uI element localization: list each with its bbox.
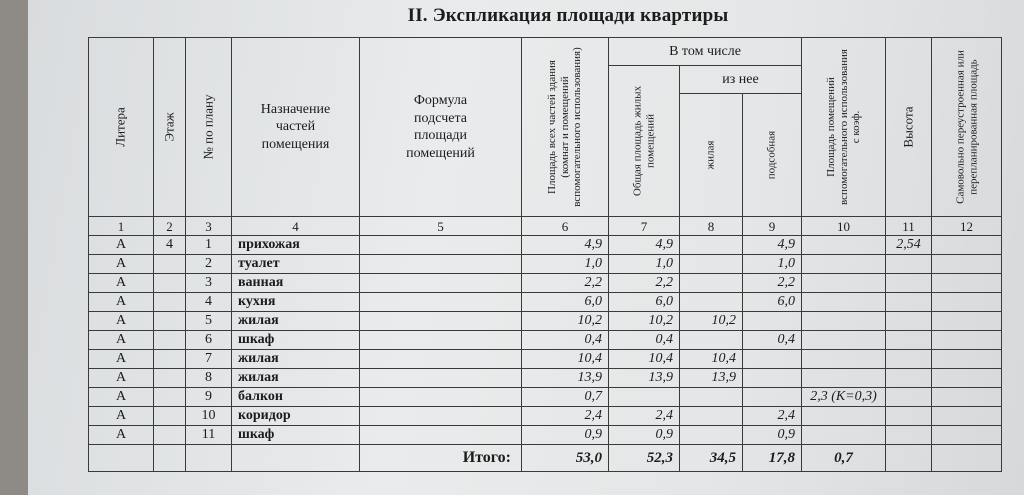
cell-litera: А: [89, 331, 154, 350]
cell-total-area: 1,0: [522, 255, 609, 274]
cell-plan-number: 1: [186, 236, 232, 255]
cell-room-name: жилая: [232, 350, 360, 369]
cell-living-total: 2,4: [609, 407, 680, 426]
cell-total-area: 4,9: [522, 236, 609, 255]
cell-litera: А: [89, 350, 154, 369]
cell-room-name: шкаф: [232, 426, 360, 445]
cell-redevelopment: [932, 426, 1002, 445]
cell-litera: А: [89, 369, 154, 388]
header-sub-of-it: из нее: [680, 66, 802, 94]
cell-litera: А: [89, 426, 154, 445]
header-floor: Этаж: [154, 38, 186, 217]
cell-living: [680, 388, 743, 407]
cell-floor: [154, 388, 186, 407]
cell-total-area: 0,7: [522, 388, 609, 407]
cell-height: [886, 426, 932, 445]
cell-height: [886, 312, 932, 331]
cell-floor: [154, 312, 186, 331]
totals-living: 34,5: [680, 445, 743, 472]
cell-living: [680, 407, 743, 426]
cell-formula: [360, 388, 522, 407]
cell-living-total: 0,4: [609, 331, 680, 350]
cell-coef-area: [802, 350, 886, 369]
cell-floor: [154, 293, 186, 312]
table-row: [89, 293, 1002, 312]
header-living: жилая: [680, 94, 743, 217]
table-row: [89, 312, 1002, 331]
cell-plan-number: 9: [186, 388, 232, 407]
cell-coef-area: [802, 369, 886, 388]
cell-floor: [154, 350, 186, 369]
cell-redevelopment: [932, 312, 1002, 331]
table-row: [89, 255, 1002, 274]
totals-total-area: 53,0: [522, 445, 609, 472]
cell-formula: [360, 331, 522, 350]
cell-room-name: туалет: [232, 255, 360, 274]
cell-living-total: 10,4: [609, 350, 680, 369]
cell-litera: А: [89, 312, 154, 331]
table-row: [89, 331, 1002, 350]
table-row: [89, 274, 1002, 293]
cell-living: [680, 274, 743, 293]
cell-auxiliary: [743, 369, 802, 388]
cell-room-name: шкаф: [232, 331, 360, 350]
cell-litera: А: [89, 255, 154, 274]
cell-coef-area: [802, 407, 886, 426]
totals-label: Итого:: [360, 445, 522, 472]
cell-floor: [154, 274, 186, 293]
cell-room-name: прихожая: [232, 236, 360, 255]
cell-room-name: жилая: [232, 369, 360, 388]
column-number-row: 1 2 3 4 5 6 7 8 9 10 11 12: [89, 217, 1002, 236]
totals-auxiliary: 17,8: [743, 445, 802, 472]
cell-plan-number: 7: [186, 350, 232, 369]
cell-total-area: 2,2: [522, 274, 609, 293]
cell-auxiliary: [743, 312, 802, 331]
cell-redevelopment: [932, 350, 1002, 369]
cell-plan-number: 5: [186, 312, 232, 331]
cell-formula: [360, 293, 522, 312]
header-litera: Литера: [89, 38, 154, 217]
cell-living: [680, 426, 743, 445]
cell-total-area: 10,2: [522, 312, 609, 331]
cell-plan-number: 2: [186, 255, 232, 274]
cell-formula: [360, 236, 522, 255]
cell-formula: [360, 274, 522, 293]
cell-formula: [360, 312, 522, 331]
table-row: [89, 350, 1002, 369]
cell-room-name: жилая: [232, 312, 360, 331]
cell-coef-area: [802, 255, 886, 274]
header-group-incl: В том числе: [609, 38, 802, 66]
cell-redevelopment: [932, 274, 1002, 293]
cell-plan-number: 6: [186, 331, 232, 350]
table-row: [89, 369, 1002, 388]
cell-auxiliary: 2,4: [743, 407, 802, 426]
cell-formula: [360, 369, 522, 388]
table-row: [89, 236, 1002, 255]
cell-coef-area: [802, 426, 886, 445]
cell-coef-area: [802, 312, 886, 331]
cell-redevelopment: [932, 293, 1002, 312]
cell-formula: [360, 407, 522, 426]
cell-height: [886, 255, 932, 274]
cell-room-name: ванная: [232, 274, 360, 293]
cell-total-area: 6,0: [522, 293, 609, 312]
explication-table: [88, 37, 1002, 472]
cell-living-total: 4,9: [609, 236, 680, 255]
header-height: Высота: [886, 38, 932, 217]
cell-living: [680, 293, 743, 312]
cell-floor: [154, 331, 186, 350]
cell-redevelopment: [932, 255, 1002, 274]
cell-total-area: 0,9: [522, 426, 609, 445]
cell-auxiliary: 0,4: [743, 331, 802, 350]
cell-plan-number: 11: [186, 426, 232, 445]
table-row: [89, 388, 1002, 407]
cell-plan-number: 3: [186, 274, 232, 293]
cell-floor: [154, 407, 186, 426]
cell-coef-area: [802, 293, 886, 312]
cell-living-total: 2,2: [609, 274, 680, 293]
cell-room-name: кухня: [232, 293, 360, 312]
cell-auxiliary: 0,9: [743, 426, 802, 445]
page-title: II. Экспликация площади квартиры: [407, 5, 729, 26]
totals-coef: 0,7: [802, 445, 886, 472]
cell-redevelopment: [932, 236, 1002, 255]
cell-height: [886, 350, 932, 369]
cell-formula: [360, 255, 522, 274]
cell-redevelopment: [932, 331, 1002, 350]
cell-living: [680, 255, 743, 274]
cell-plan-number: 8: [186, 369, 232, 388]
cell-height: 2,54: [886, 236, 932, 255]
cell-total-area: 10,4: [522, 350, 609, 369]
header-redevelopment: Самовольно переустроенная или перепланированная площадь: [932, 38, 1002, 217]
cell-living-total: 0,9: [609, 426, 680, 445]
cell-coef-area: 2,3 (К=0,3): [802, 388, 886, 407]
header-purpose: Назначение частей помещения: [232, 38, 360, 217]
cell-living-total: 10,2: [609, 312, 680, 331]
cell-coef-area: [802, 274, 886, 293]
cell-living: 10,2: [680, 312, 743, 331]
cell-redevelopment: [932, 388, 1002, 407]
header-auxiliary: подсобная: [743, 94, 802, 217]
cell-living: 10,4: [680, 350, 743, 369]
header-total-area: Площадь всех частей здания (комнат и помещений вспомогательного использования): [522, 38, 609, 217]
cell-litera: А: [89, 293, 154, 312]
totals-row: [89, 445, 1002, 472]
cell-litera: А: [89, 407, 154, 426]
cell-floor: [154, 255, 186, 274]
table-row: [89, 426, 1002, 445]
cell-auxiliary: [743, 388, 802, 407]
cell-formula: [360, 350, 522, 369]
cell-litera: А: [89, 236, 154, 255]
cell-height: [886, 293, 932, 312]
cell-living-total: 13,9: [609, 369, 680, 388]
cell-floor: [154, 426, 186, 445]
header-plan-number: № по плану: [186, 38, 232, 217]
header-formula: Формула подсчета площади помещений: [360, 38, 522, 217]
header-living-total: Общая площадь жилых помещений: [609, 66, 680, 217]
cell-plan-number: 10: [186, 407, 232, 426]
cell-auxiliary: 4,9: [743, 236, 802, 255]
cell-living-total: [609, 388, 680, 407]
cell-living-total: 1,0: [609, 255, 680, 274]
cell-coef-area: [802, 236, 886, 255]
cell-floor: [154, 369, 186, 388]
cell-redevelopment: [932, 369, 1002, 388]
cell-auxiliary: 1,0: [743, 255, 802, 274]
cell-coef-area: [802, 331, 886, 350]
cell-total-area: 0,4: [522, 331, 609, 350]
cell-living: [680, 236, 743, 255]
header-coef-area: Площадь помещений вспомогательного использования с коэф.: [802, 38, 886, 217]
cell-auxiliary: 2,2: [743, 274, 802, 293]
cell-litera: А: [89, 388, 154, 407]
cell-total-area: 13,9: [522, 369, 609, 388]
cell-height: [886, 407, 932, 426]
cell-plan-number: 4: [186, 293, 232, 312]
cell-living-total: 6,0: [609, 293, 680, 312]
cell-living: [680, 331, 743, 350]
cell-height: [886, 369, 932, 388]
cell-auxiliary: [743, 350, 802, 369]
cell-litera: А: [89, 274, 154, 293]
cell-height: [886, 274, 932, 293]
cell-room-name: коридор: [232, 407, 360, 426]
document-sheet: [28, 0, 1024, 495]
cell-living: 13,9: [680, 369, 743, 388]
totals-living-total: 52,3: [609, 445, 680, 472]
cell-height: [886, 331, 932, 350]
cell-height: [886, 388, 932, 407]
cell-auxiliary: 6,0: [743, 293, 802, 312]
cell-redevelopment: [932, 407, 1002, 426]
cell-formula: [360, 426, 522, 445]
table-row: [89, 407, 1002, 426]
cell-total-area: 2,4: [522, 407, 609, 426]
cell-floor: 4: [154, 236, 186, 255]
cell-room-name: балкон: [232, 388, 360, 407]
